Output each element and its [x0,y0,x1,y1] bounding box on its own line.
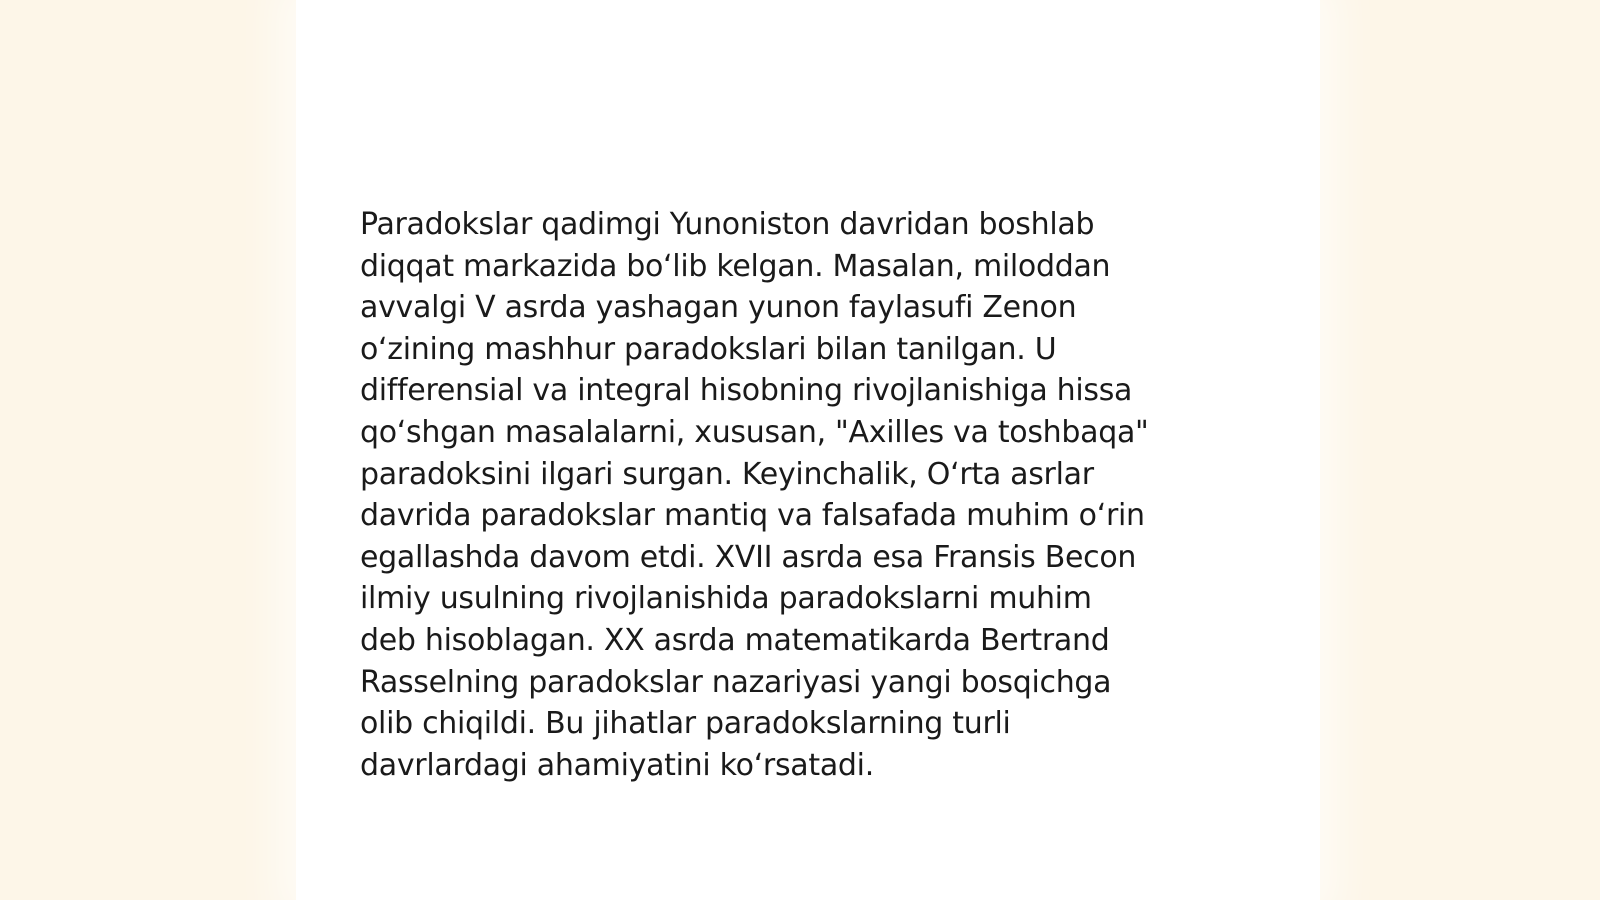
paragraph-line: qoʻshgan masalalarni, xususan, "Axilles va toshbaqa" [360,414,1149,450]
paragraph-line: ilmiy usulning rivojlanishida paradokslarni muhim [360,581,1092,617]
paragraph-line: olib chiqildi. Bu jihatlar paradokslarning turli [360,706,1011,742]
paragraph-line: deb hisoblagan. XX asrda matematikarda Bertrand [360,622,1110,658]
paragraph-line: egallashda davom etdi. XVII asrda esa Fransis Becon [360,539,1137,575]
body-paragraph [360,204,1230,786]
paragraph-line: diqqat markazida boʻlib kelgan. Masalan, miloddan [360,248,1111,284]
paragraph-line: davrida paradokslar mantiq va falsafada muhim oʻrin [360,498,1145,534]
paragraph-line: oʻzining mashhur paradokslari bilan tanilgan. U [360,331,1057,367]
paragraph-line: paradoksini ilgari surgan. Keyinchalik, Oʻrta asrlar [360,456,1094,492]
paragraph-line: differensial va integral hisobning rivojlanishiga hissa [360,373,1133,409]
paragraph-line: avvalgi V asrda yashagan yunon faylasufi Zenon [360,290,1077,326]
document-page [296,0,1320,900]
paragraph-line: Rasselning paradokslar nazariyasi yangi bosqichga [360,664,1112,700]
paragraph-line: Paradokslar qadimgi Yunoniston davridan boshlab [360,207,1095,242]
paragraph-line: davrlardagi ahamiyatini koʻrsatadi. [360,747,874,783]
